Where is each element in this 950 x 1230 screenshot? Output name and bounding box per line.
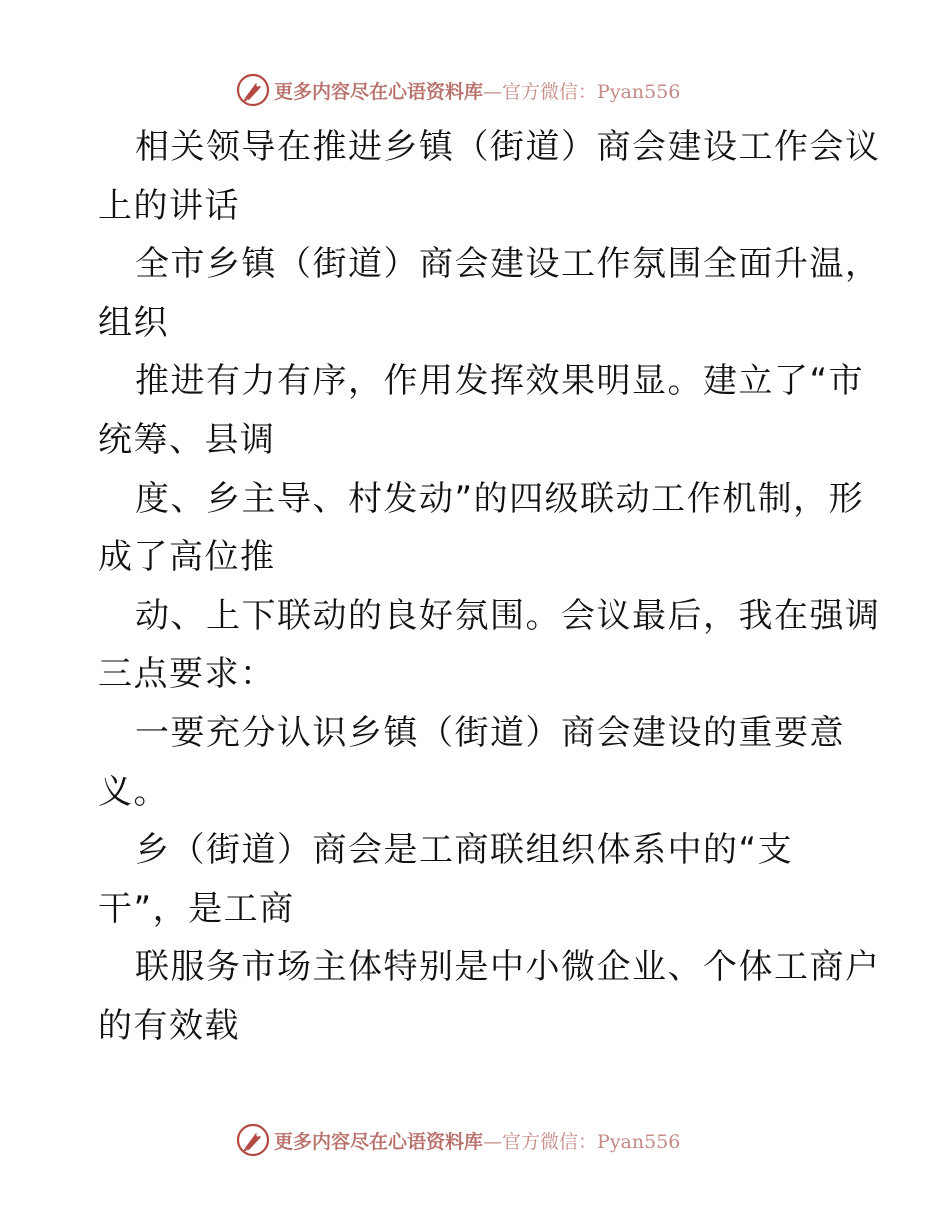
paragraph-line: 动、上下联动的良好氛围。会议最后，我在强调 — [135, 595, 881, 636]
banner-wechat-id: Pyan556 — [597, 80, 681, 103]
banner-dash: — — [483, 1130, 503, 1153]
title-line-2: 上的讲话 — [98, 185, 240, 226]
paragraph-line: 的有效载 — [98, 1005, 240, 1046]
banner-wechat-label: 官方微信： — [502, 1130, 598, 1153]
banner-brand: 更多内容尽在心语资料库 — [274, 80, 484, 103]
pen-nib-logo-icon — [236, 1123, 270, 1157]
title-line-1: 相关领导在推进乡镇（街道）商会建设工作会议 — [135, 127, 881, 167]
paragraph-line: 推进有力有序，作用发挥效果明显。建立了“市 — [135, 361, 865, 402]
paragraph-line: 全市乡镇（街道）商会建设工作氛围全面升温， — [135, 244, 881, 285]
banner-brand: 更多内容尽在心语资料库 — [274, 1130, 484, 1153]
banner-text — [274, 1127, 680, 1154]
paragraph-line: 乡（街道）商会是工商联组织体系中的“支 — [135, 830, 794, 871]
banner-text — [274, 77, 680, 104]
paragraph-line: 一要充分认识乡镇（街道）商会建设的重要意 — [135, 712, 845, 753]
banner-wechat-id: Pyan556 — [597, 1130, 681, 1153]
paragraph-line: 三点要求： — [98, 654, 276, 695]
paragraph-line: 义。 — [98, 771, 169, 812]
footer-banner — [236, 1122, 680, 1158]
paragraph-line: 度、乡主导、村发动”的四级联动工作机制，形 — [135, 478, 865, 519]
paragraph-line: 干”，是工商 — [98, 888, 295, 929]
paragraph-line: 成了高位推 — [98, 537, 276, 578]
banner-wechat-label: 官方微信： — [502, 80, 598, 103]
paragraph-line: 组织 — [98, 302, 169, 343]
pen-nib-logo-icon — [236, 73, 270, 107]
banner-dash: — — [483, 80, 503, 103]
document-body — [98, 118, 881, 1056]
paragraph-line: 统筹、县调 — [98, 419, 276, 460]
paragraph-line: 联服务市场主体特别是中小微企业、个体工商户 — [135, 947, 881, 988]
header-banner — [236, 72, 680, 108]
